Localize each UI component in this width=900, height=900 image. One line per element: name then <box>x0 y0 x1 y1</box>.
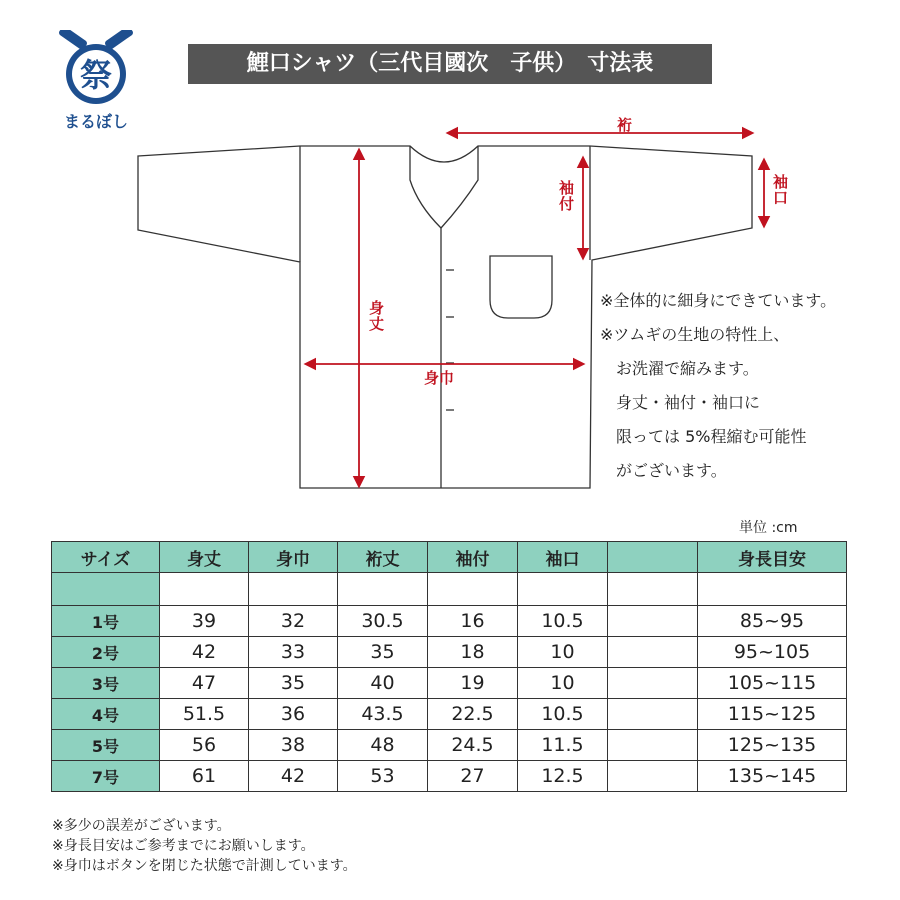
empty-cell <box>428 573 518 606</box>
header-cell: 袖口 <box>518 542 608 573</box>
table-cell: 40 <box>338 668 428 699</box>
table-cell: 42 <box>249 761 338 792</box>
unit-label: 単位 :cm <box>739 520 798 536</box>
table-cell <box>608 761 698 792</box>
table-cell: 10.5 <box>518 699 608 730</box>
table-header-row <box>52 542 847 573</box>
yuki-label: 裄 <box>617 116 633 134</box>
header-cell: 身巾 <box>249 542 338 573</box>
empty-cell <box>608 573 698 606</box>
table-cell: 135~145 <box>698 761 847 792</box>
header-cell: 裄丈 <box>338 542 428 573</box>
empty-cell <box>160 573 249 606</box>
header-cell <box>608 542 698 573</box>
table-cell: 10 <box>518 637 608 668</box>
table-row <box>52 730 847 761</box>
table-cell: 85~95 <box>698 606 847 637</box>
table-cell: 47 <box>160 668 249 699</box>
table-cell: 35 <box>249 668 338 699</box>
table-cell: 27 <box>428 761 518 792</box>
table-row <box>52 637 847 668</box>
table-cell: 32 <box>249 606 338 637</box>
size-cell: 3号 <box>52 668 160 699</box>
table-cell: 115~125 <box>698 699 847 730</box>
table-cell: 95~105 <box>698 637 847 668</box>
sodetsuke-label: 袖付 <box>557 180 575 212</box>
table-row <box>52 668 847 699</box>
table-cell: 10.5 <box>518 606 608 637</box>
table-cell: 18 <box>428 637 518 668</box>
table-cell: 12.5 <box>518 761 608 792</box>
table-cell: 105~115 <box>698 668 847 699</box>
note-line: ※ツムギの生地の特性上、 <box>600 325 790 344</box>
table-cell: 39 <box>160 606 249 637</box>
empty-cell <box>52 573 160 606</box>
note-line: お洗濯で縮みます。 <box>600 359 759 378</box>
table-cell: 42 <box>160 637 249 668</box>
footnote-line: ※身長目安はご参考までにお願いします。 <box>52 838 315 854</box>
table-row <box>52 761 847 792</box>
size-cell: 2号 <box>52 637 160 668</box>
page-title: 鯉口シャツ（三代目國次 子供） 寸法表 <box>246 51 654 76</box>
size-cell: 5号 <box>52 730 160 761</box>
table-cell: 48 <box>338 730 428 761</box>
table-cell: 24.5 <box>428 730 518 761</box>
table-cell: 33 <box>249 637 338 668</box>
note-line: 身丈・袖付・袖口に <box>600 393 761 412</box>
table-cell: 22.5 <box>428 699 518 730</box>
footnotes <box>52 816 357 876</box>
notes <box>600 284 836 488</box>
logo-text: まるぼし <box>63 112 128 131</box>
table-cell: 56 <box>160 730 249 761</box>
footnote-line: ※多少の誤差がございます。 <box>52 818 231 834</box>
table-cell <box>608 637 698 668</box>
table-cell: 51.5 <box>160 699 249 730</box>
table-cell: 35 <box>338 637 428 668</box>
empty-cell <box>338 573 428 606</box>
header-cell: サイズ <box>52 542 160 573</box>
footnote-line: ※身巾はボタンを閉じた状態で計測しています。 <box>52 858 357 874</box>
table-row <box>52 699 847 730</box>
table-row <box>52 606 847 637</box>
table-cell: 61 <box>160 761 249 792</box>
note-line: がございます。 <box>600 461 727 480</box>
empty-cell <box>698 573 847 606</box>
table-cell <box>608 699 698 730</box>
size-cell: 1号 <box>52 606 160 637</box>
header-cell: 身丈 <box>160 542 249 573</box>
table-cell: 53 <box>338 761 428 792</box>
table-cell <box>608 730 698 761</box>
table-cell: 19 <box>428 668 518 699</box>
size-cell: 7号 <box>52 761 160 792</box>
matsuri-emblem-char: 祭 <box>79 56 113 94</box>
table-cell: 36 <box>249 699 338 730</box>
header-cell: 袖付 <box>428 542 518 573</box>
size-cell: 4号 <box>52 699 160 730</box>
mihaba-label: 身巾 <box>424 369 455 387</box>
table-blank-row <box>52 573 847 606</box>
table-cell: 38 <box>249 730 338 761</box>
sodeguchi-label: 袖口 <box>771 174 789 206</box>
table-cell: 43.5 <box>338 699 428 730</box>
table-cell: 11.5 <box>518 730 608 761</box>
mitake-label: 身丈 <box>367 300 385 332</box>
note-line: 限っては 5%程縮む可能性 <box>600 427 807 446</box>
table-cell: 10 <box>518 668 608 699</box>
size-table <box>51 541 847 792</box>
empty-cell <box>518 573 608 606</box>
table-cell: 16 <box>428 606 518 637</box>
note-line: ※全体的に細身にできています。 <box>600 291 837 310</box>
table-cell: 125~135 <box>698 730 847 761</box>
table-cell: 30.5 <box>338 606 428 637</box>
empty-cell <box>249 573 338 606</box>
table-cell <box>608 606 698 637</box>
header-cell: 身長目安 <box>698 542 847 573</box>
table-cell <box>608 668 698 699</box>
